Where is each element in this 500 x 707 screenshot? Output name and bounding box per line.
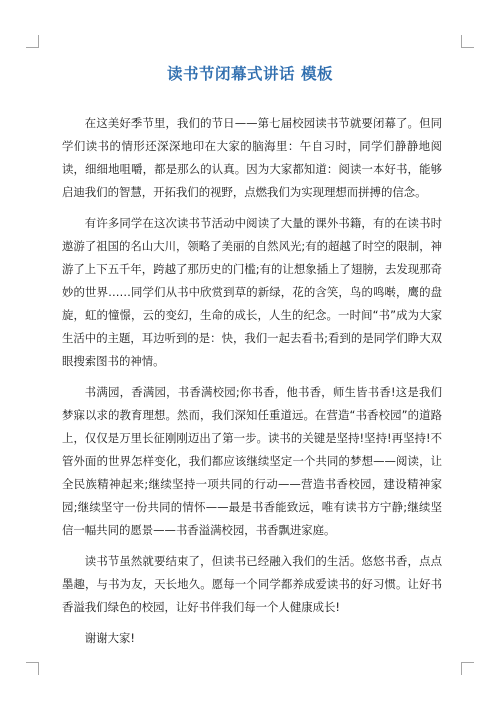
crop-mark-top-left <box>26 35 39 48</box>
paragraph-thanks: 谢谢大家! <box>84 631 135 645</box>
paragraph-reading-activities: 有许多同学在这次读书节活动中阅读了大量的课外书籍，有的在读书时遨游了祖国的名山大川，领略了美丽的自然风光;有的超越了时空的限制，神游了上下五千年，跨越了那历史的门槛;有的让想象插上了翅膀，去发现那奇妙的世界……同学们从书中欣赏到草的新绿，花的含笑，鸟的鸣啭，鹰的盘旋，虹的憧憬，云的变幻，生命的成长，人生的纪念。一时间“书”成为大家生活中的主题，耳边听到的是：快，我们一起去看书;看到的是同学们睁大双眼搜索图书的神情。 <box>62 216 442 368</box>
crop-mark-top-right <box>461 35 474 48</box>
document-body <box>62 112 442 658</box>
paragraph-opening: 在这美好季节里，我们的节日——第七届校园读书节就要闭幕了。但同学们读书的情形还深深地印在大家的脑海里：午自习时，同学们静静地阅读，细细地咀嚼，都是那么的认真。因为大家都知道：阅读一本好书，能够启迪我们的智慧，开拓我们的视野，点燃我们为实现理想而拼搏的信念。 <box>62 116 442 199</box>
paragraph-book-fragrance: 书满园，香满园，书香满校园;你书香，他书香，师生皆书香!这是我们梦寐以求的教育理想。然而，我们深知任重道远。在营造“书香校园”的道路上，仅仅是万里长征刚刚迈出了第一步。读书的关键是坚持!坚持!再坚持!不管外面的世界怎样变化，我们都应该继续坚定一个共同的梦想——阅读，让全民族精神起来;继续坚持一项共同的行动——营造书香校园，建设精神家园;继续坚守一份共同的情怀——最是书香能致远，唯有读书方宁静;继续坚信一幅共同的愿景——书香溢满校园，书香飘进家庭。 <box>62 385 442 537</box>
crop-mark-bottom-right <box>461 662 474 675</box>
document-title: 读书节闭幕式讲话 模板 <box>167 65 333 83</box>
crop-mark-bottom-left <box>26 662 39 675</box>
paragraph-closing: 读书节虽然就要结束了，但读书已经融入我们的生活。悠悠书香，点点墨趣，与书为友，天长地久。愿每一个同学都养成爱读书的好习惯。让好书香溢我们绿色的校园，让好书伴我们每一个人健康成长! <box>62 554 442 614</box>
